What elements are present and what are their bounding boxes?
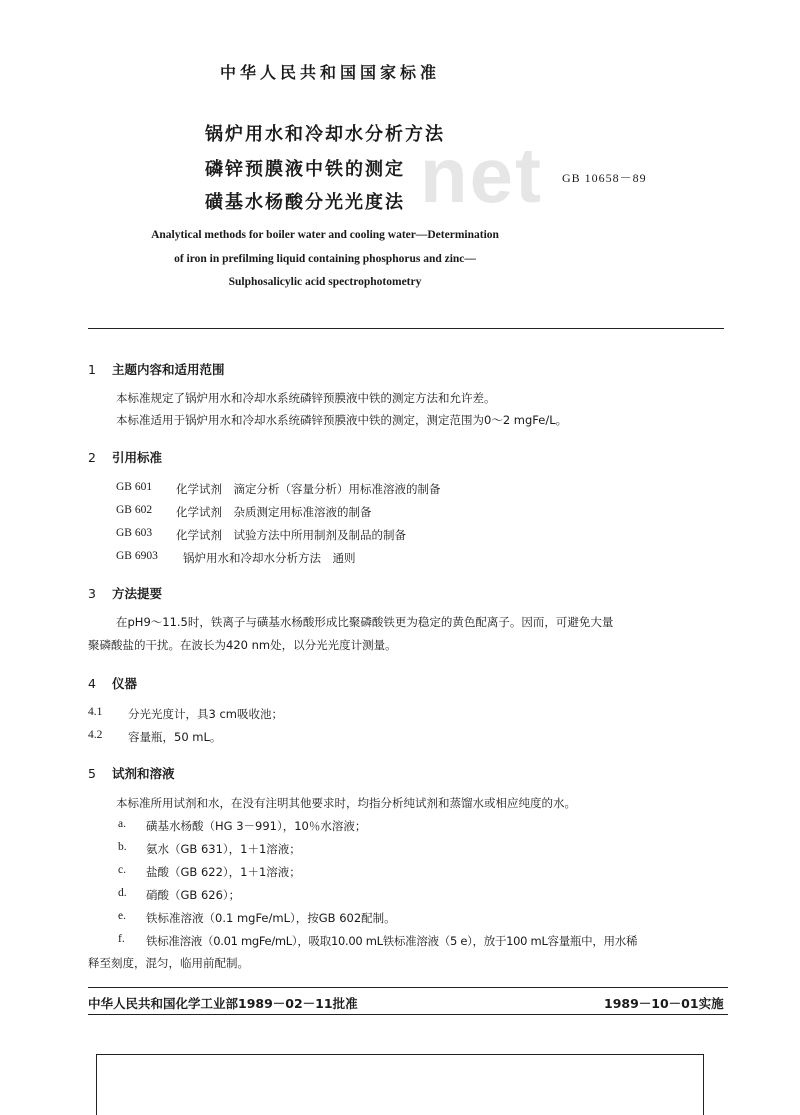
next-page-border — [96, 1054, 704, 1115]
ref-code: GB 6903 — [116, 550, 158, 562]
section-3-line-1: 在pH9～11.5时，铁离子与磺基水杨酸形成比聚磷酸铁更为稳定的黄色配离子。因而，可避免大量 — [116, 615, 614, 629]
reagent-letter: e. — [118, 910, 126, 922]
footer-bottom-rule — [88, 1014, 728, 1015]
footer-divider — [88, 987, 728, 988]
reagent-item: 铁标准溶液（0.1 mgFe/mL），按GB 602配制。 — [146, 911, 396, 925]
ref-text: 化学试剂 杂质测定用标准溶液的制备 — [176, 505, 372, 519]
ref-text: 化学试剂 滴定分析（容量分析）用标准溶液的制备 — [176, 482, 441, 496]
reagent-item: 硝酸（GB 626）； — [146, 888, 241, 902]
reagent-letter: b. — [118, 841, 127, 853]
section-1-para-2: 本标准适用于锅炉用水和冷却水系统磷锌预膜液中铁的测定，测定范围为0～2 mgFe/L。 — [116, 413, 568, 427]
english-title-line-1: Analytical methods for boiler water and cooling water—Determination — [151, 229, 499, 241]
section-2-heading — [88, 448, 162, 466]
english-title-line-3: Sulphosalicylic acid spectrophotometry — [228, 276, 422, 288]
section-number: 4 — [88, 676, 96, 691]
standard-type-heading: 中华人民共和国国家标准 — [219, 63, 440, 82]
ref-code: GB 602 — [116, 504, 153, 516]
approval-line: 中华人民共和国化学工业部1989－02－11批准 — [88, 996, 358, 1011]
section-3-heading — [88, 584, 162, 602]
ref-code: GB 601 — [116, 481, 153, 493]
ref-text: 化学试剂 试验方法中所用制剂及制品的制备 — [176, 528, 406, 542]
item-number: 4.1 — [88, 706, 103, 718]
watermark: net — [420, 131, 543, 219]
reagent-letter: f. — [118, 933, 125, 945]
title-line-3: 磺基水杨酸分光光度法 — [205, 192, 405, 213]
header-divider — [88, 328, 724, 329]
section-title: 方法提要 — [112, 586, 163, 601]
reagent-item: 盐酸（GB 622），1＋1溶液； — [146, 865, 301, 879]
reagent-letter: c. — [118, 864, 126, 876]
section-3-line-2: 聚磷酸盐的干扰。在波长为420 nm处，以分光光度计测量。 — [88, 638, 397, 652]
title-line-1: 锅炉用水和冷却水分析方法 — [205, 124, 445, 145]
section-number: 3 — [88, 586, 96, 601]
reagent-letter: d. — [118, 887, 127, 899]
section-5-intro: 本标准所用试剂和水，在没有注明其他要求时，均指分析纯试剂和蒸馏水或相应纯度的水。 — [116, 796, 576, 810]
section-title: 主题内容和适用范围 — [112, 362, 225, 377]
item-number: 4.2 — [88, 729, 103, 741]
section-1-heading — [88, 360, 225, 378]
reagent-item: 铁标准溶液（0.01 mgFe/mL），吸取10.00 mL铁标准溶液（5 e），放于100 mL容量瓶中，用水稀 — [146, 934, 638, 948]
section-number: 1 — [88, 362, 96, 377]
english-title-line-2: of iron in prefilming liquid containing phosphorus and zinc— — [174, 253, 476, 265]
reagent-continuation: 释至刻度，混匀，临用前配制。 — [88, 956, 249, 970]
section-title: 仪器 — [112, 676, 138, 691]
ref-text: 锅炉用水和冷却水分析方法 通则 — [183, 551, 356, 565]
reagent-item: 磺基水杨酸（HG 3－991），10％水溶液； — [146, 819, 367, 833]
title-line-2: 磷锌预膜液中铁的测定 — [205, 159, 405, 180]
section-4-heading — [88, 674, 137, 692]
section-number: 2 — [88, 450, 96, 465]
section-number: 5 — [88, 766, 96, 781]
section-title: 引用标准 — [112, 450, 163, 465]
reagent-letter: a. — [118, 818, 126, 830]
instrument-item: 容量瓶，50 mL。 — [128, 730, 222, 744]
instrument-item: 分光光度计，具3 cm吸收池； — [128, 707, 283, 721]
implementation-date: 1989－10－01实施 — [604, 996, 724, 1011]
standard-code: GB 10658－89 — [562, 171, 647, 185]
reagent-item: 氨水（GB 631），1＋1溶液； — [146, 842, 301, 856]
section-1-para-1: 本标准规定了锅炉用水和冷却水系统磷锌预膜液中铁的测定方法和允许差。 — [116, 391, 496, 405]
section-5-heading — [88, 764, 175, 782]
section-title: 试剂和溶液 — [112, 766, 175, 781]
ref-code: GB 603 — [116, 527, 153, 539]
